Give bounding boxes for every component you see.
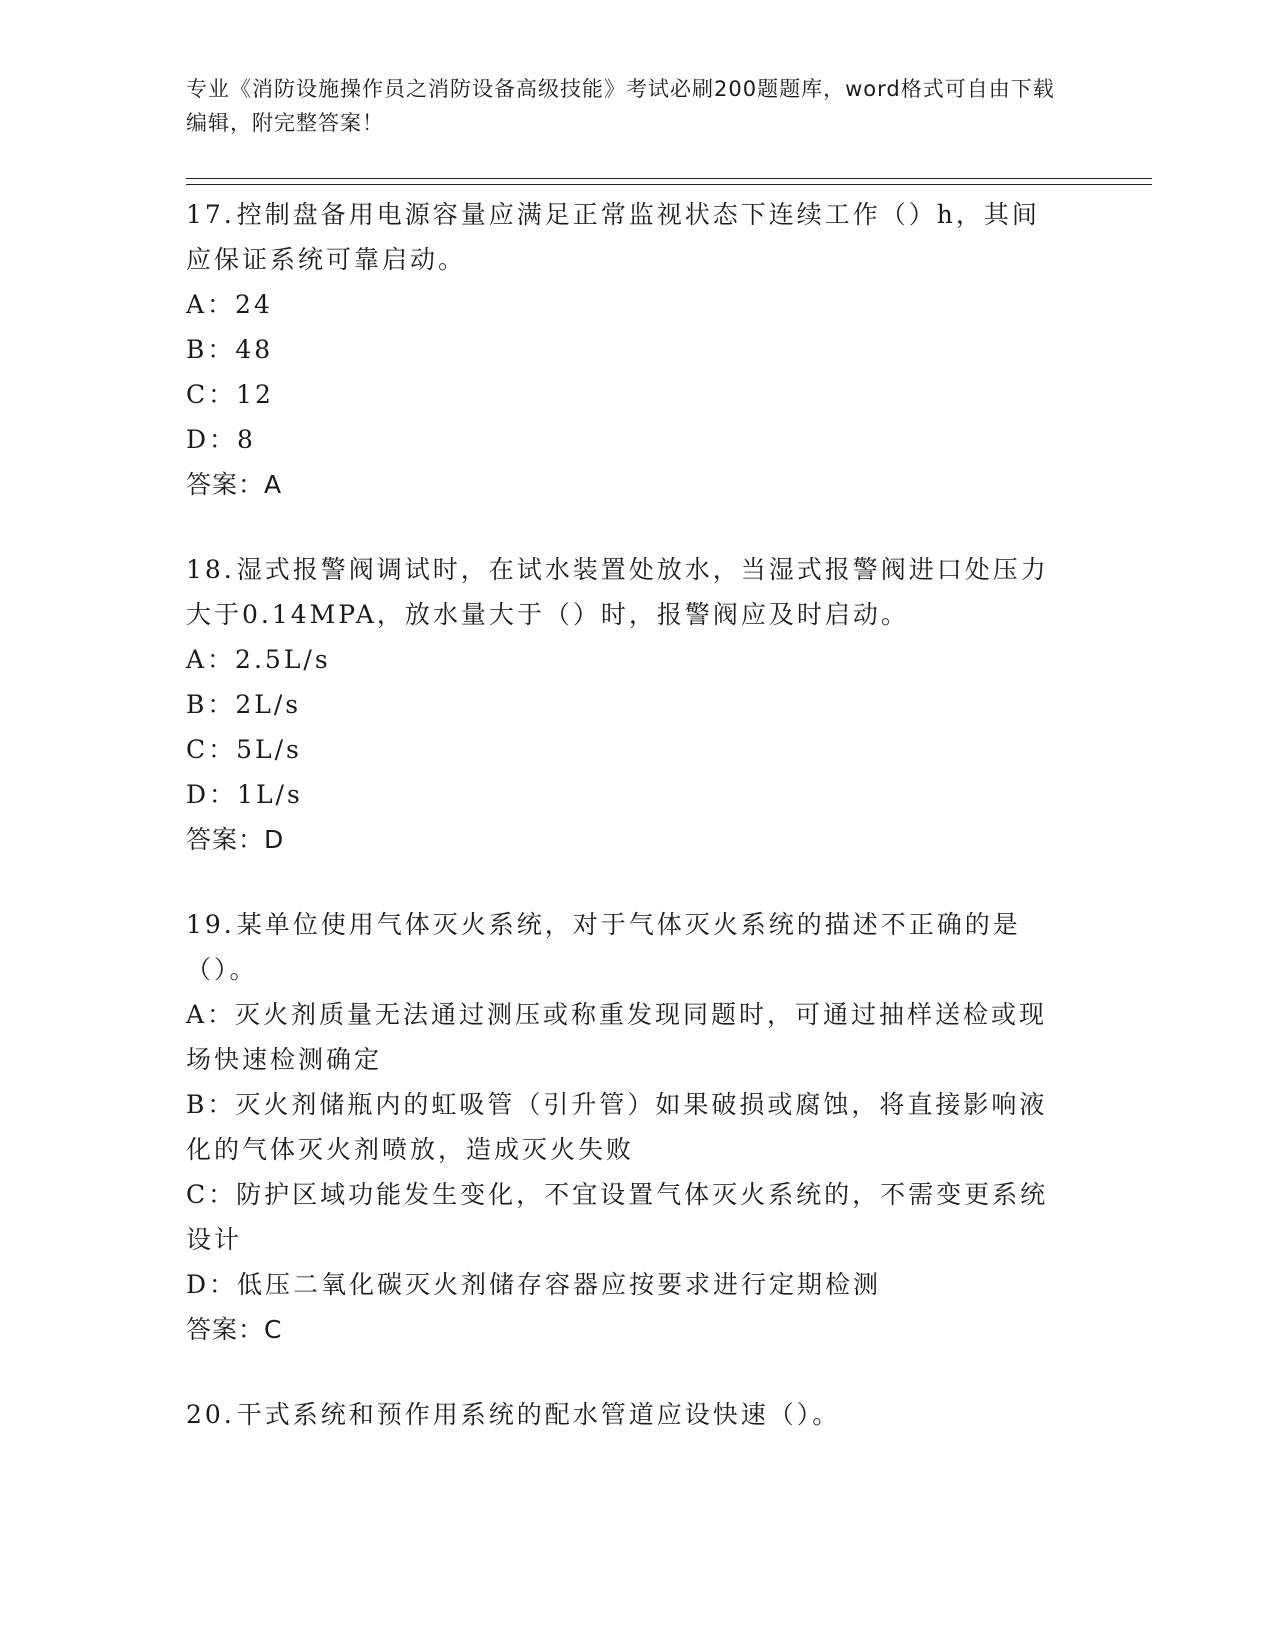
option-c: C：5L/s — [186, 735, 302, 764]
question-text: 控制盘备用电源容量应满足正常监视状态下连续工作（）h，其间应保证系统可靠启动。 — [186, 200, 1040, 274]
answer: 答案：D — [186, 825, 285, 854]
question-number: 20. — [186, 1400, 235, 1429]
document-header — [186, 72, 1066, 140]
option-b: B：灭火剂储瓶内的虹吸管（引升管）如果破损或腐蚀，将直接影响液化的气体灭火剂喷放，造成灭火失败 — [186, 1090, 1048, 1164]
question-number: 17. — [186, 200, 235, 229]
answer: 答案：C — [186, 1315, 283, 1344]
question-list — [186, 192, 1066, 1477]
option-d: D：低压二氧化碳灭火剂储存容器应按要求进行定期检测 — [186, 1270, 882, 1299]
header-text: 专业《消防设施操作员之消防设备高级技能》考试必刷200题题库，word格式可自由下载编辑，附完整答案！ — [186, 77, 1055, 135]
question-text: 某单位使用气体灭火系统，对于气体灭火系统的描述不正确的是（）。 — [186, 910, 1021, 984]
option-d: D：8 — [186, 425, 256, 454]
question-20 — [186, 1392, 1066, 1437]
question-number: 19. — [186, 910, 235, 939]
header-divider-top — [186, 178, 1152, 179]
option-d: D：1L/s — [186, 780, 303, 809]
question-stem — [186, 1392, 1066, 1437]
option-b: B：48 — [186, 335, 274, 364]
question-stem — [186, 192, 1066, 282]
answer: 答案：A — [186, 470, 283, 499]
question-number: 18. — [186, 555, 235, 584]
header-divider-bottom — [186, 184, 1152, 185]
question-stem — [186, 902, 1066, 992]
question-19 — [186, 902, 1066, 1352]
question-18 — [186, 547, 1066, 862]
option-c: C：防护区域功能发生变化，不宜设置气体灭火系统的，不需变更系统设计 — [186, 1180, 1049, 1254]
option-a: A：24 — [186, 290, 273, 319]
question-text: 湿式报警阀调试时，在试水装置处放水，当湿式报警阀进口处压力大于0.14MPA，放水量大于（）时，报警阀应及时启动。 — [186, 555, 1049, 629]
option-b: B：2L/s — [186, 690, 302, 719]
option-a: A：灭火剂质量无法通过测压或称重发现同题时，可通过抽样送检或现场快速检测确定 — [186, 1000, 1048, 1074]
question-stem — [186, 547, 1066, 637]
question-17 — [186, 192, 1066, 507]
option-a: A：2.5L/s — [186, 645, 331, 674]
option-c: C：12 — [186, 380, 274, 409]
question-text: 干式系统和预作用系统的配水管道应设快速（）。 — [236, 1400, 841, 1429]
